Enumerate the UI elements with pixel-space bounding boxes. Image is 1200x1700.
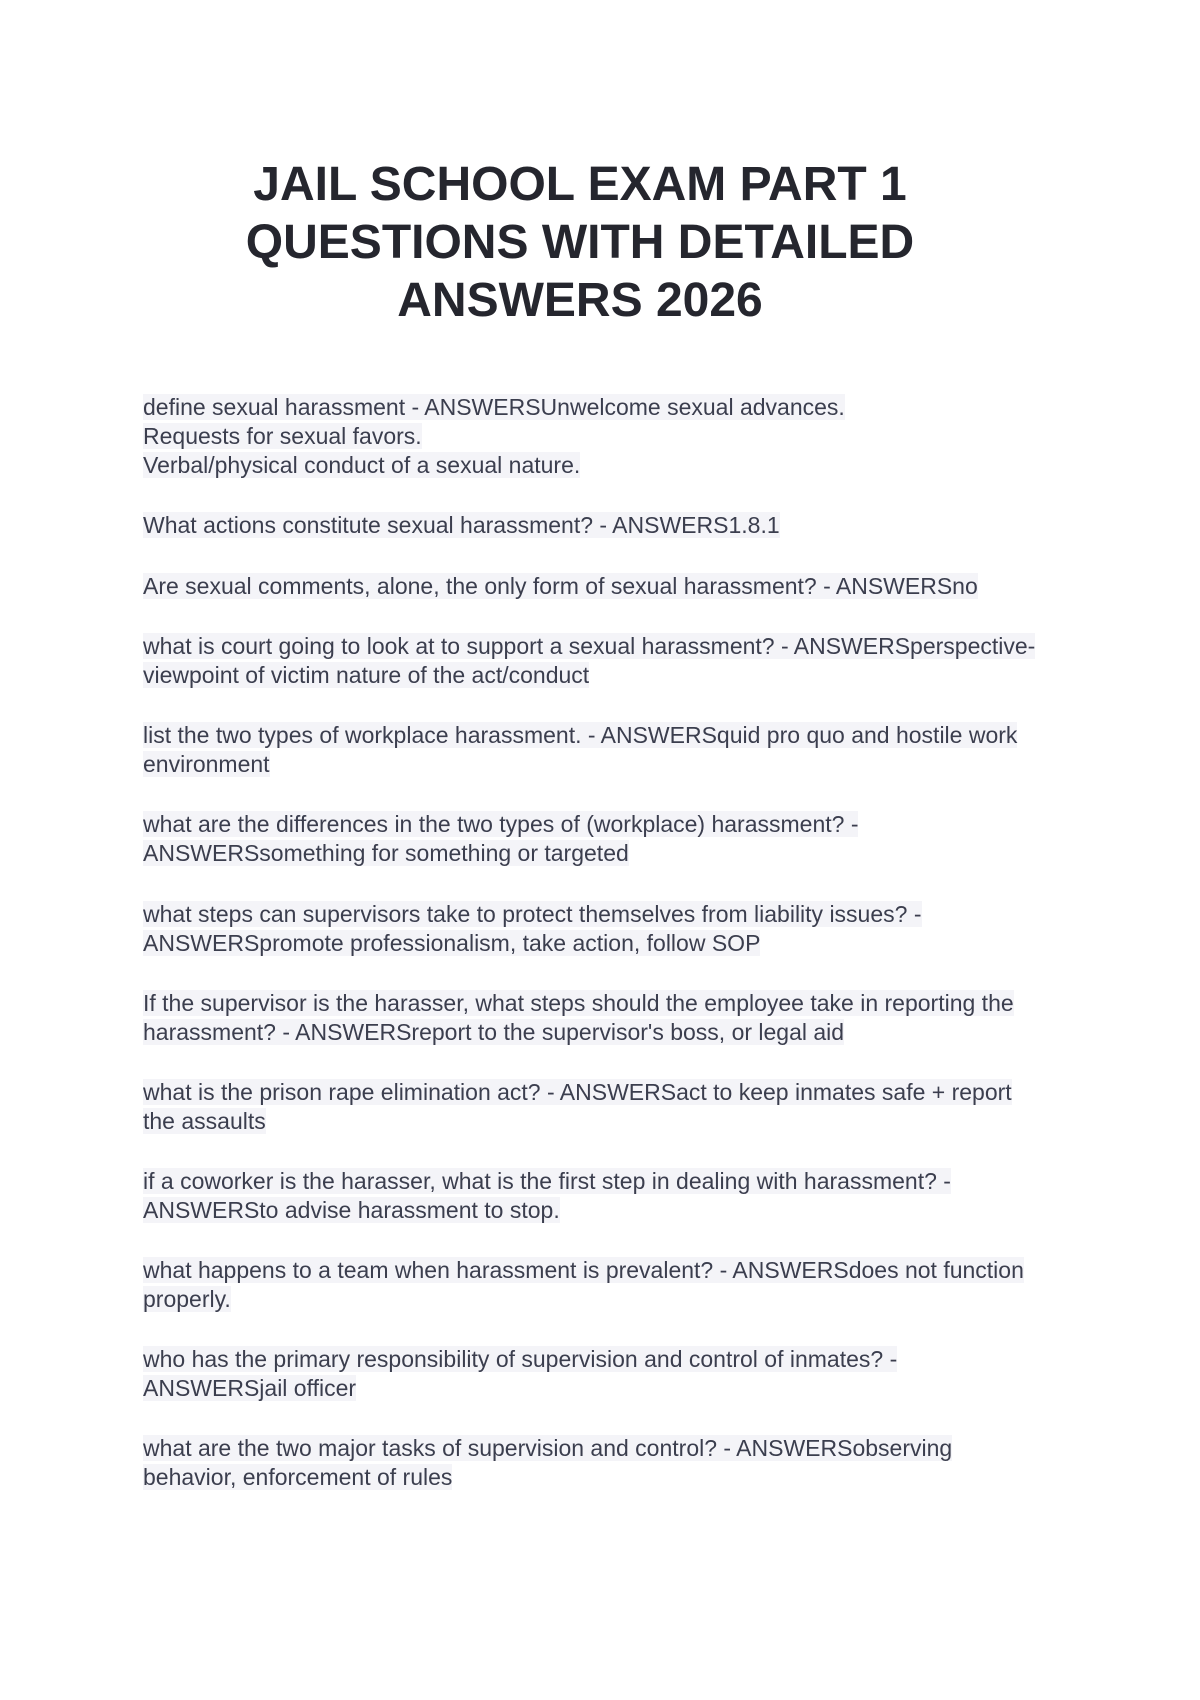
qa-line: who has the primary responsibility of supervision and control of inmates? - (143, 1346, 898, 1372)
qa-item (143, 1078, 1083, 1136)
qa-line: behavior, enforcement of rules (143, 1464, 453, 1490)
qa-line: Are sexual comments, alone, the only form of sexual harassment? - ANSWERSno (143, 573, 978, 599)
qa-line: ANSWERSpromote professionalism, take action, follow SOP (143, 930, 761, 956)
qa-item (143, 393, 1083, 480)
qa-line: if a coworker is the harasser, what is the first step in dealing with harassment? - (143, 1168, 951, 1194)
qa-line: properly. (143, 1286, 231, 1312)
qa-item (143, 1167, 1083, 1225)
qa-item (143, 632, 1083, 690)
qa-line: Verbal/physical conduct of a sexual nature. (143, 452, 581, 478)
qa-line: list the two types of workplace harassment. - ANSWERSquid pro quo and hostile work (143, 722, 1018, 748)
qa-line: define sexual harassment - ANSWERSUnwelcome sexual advances. (143, 394, 845, 420)
qa-line: What actions constitute sexual harassment? - ANSWERS1.8.1 (143, 512, 780, 538)
qa-item (143, 1345, 1083, 1403)
qa-line: what happens to a team when harassment is prevalent? - ANSWERSdoes not function (143, 1257, 1024, 1283)
qa-line: harassment? - ANSWERSreport to the supervisor's boss, or legal aid (143, 1019, 845, 1045)
qa-item (143, 989, 1083, 1047)
title-line: QUESTIONS WITH DETAILED (245, 216, 915, 269)
qa-line: the assaults (143, 1108, 266, 1134)
qa-item (143, 1434, 1083, 1492)
title-line: JAIL SCHOOL EXAM PART 1 (253, 158, 907, 211)
qa-line: what is the prison rape elimination act? - ANSWERSact to keep inmates safe + report (143, 1079, 1012, 1105)
title-line: ANSWERS 2026 (397, 274, 763, 327)
qa-item (143, 810, 1083, 868)
qa-item (143, 1256, 1083, 1314)
qa-item (143, 572, 1083, 601)
qa-line: Requests for sexual favors. (143, 423, 422, 449)
qa-line: ANSWERSto advise harassment to stop. (143, 1197, 560, 1223)
qa-item (143, 511, 1083, 540)
qa-line: ANSWERSjail officer (143, 1375, 357, 1401)
document-title (200, 156, 960, 330)
qa-line: viewpoint of victim nature of the act/conduct (143, 662, 590, 688)
qa-item (143, 721, 1083, 779)
qa-line: what steps can supervisors take to protect themselves from liability issues? - (143, 901, 922, 927)
qa-line: If the supervisor is the harasser, what steps should the employee take in reporting the (143, 990, 1014, 1016)
qa-line: what are the two major tasks of supervision and control? - ANSWERSobserving (143, 1435, 953, 1461)
qa-line: what is court going to look at to support a sexual harassment? - ANSWERSperspective- (143, 633, 1036, 659)
qa-line: environment (143, 751, 270, 777)
qa-line: what are the differences in the two types of (workplace) harassment? - (143, 811, 859, 837)
qa-item (143, 900, 1083, 958)
qa-line: ANSWERSsomething for something or targeted (143, 840, 629, 866)
